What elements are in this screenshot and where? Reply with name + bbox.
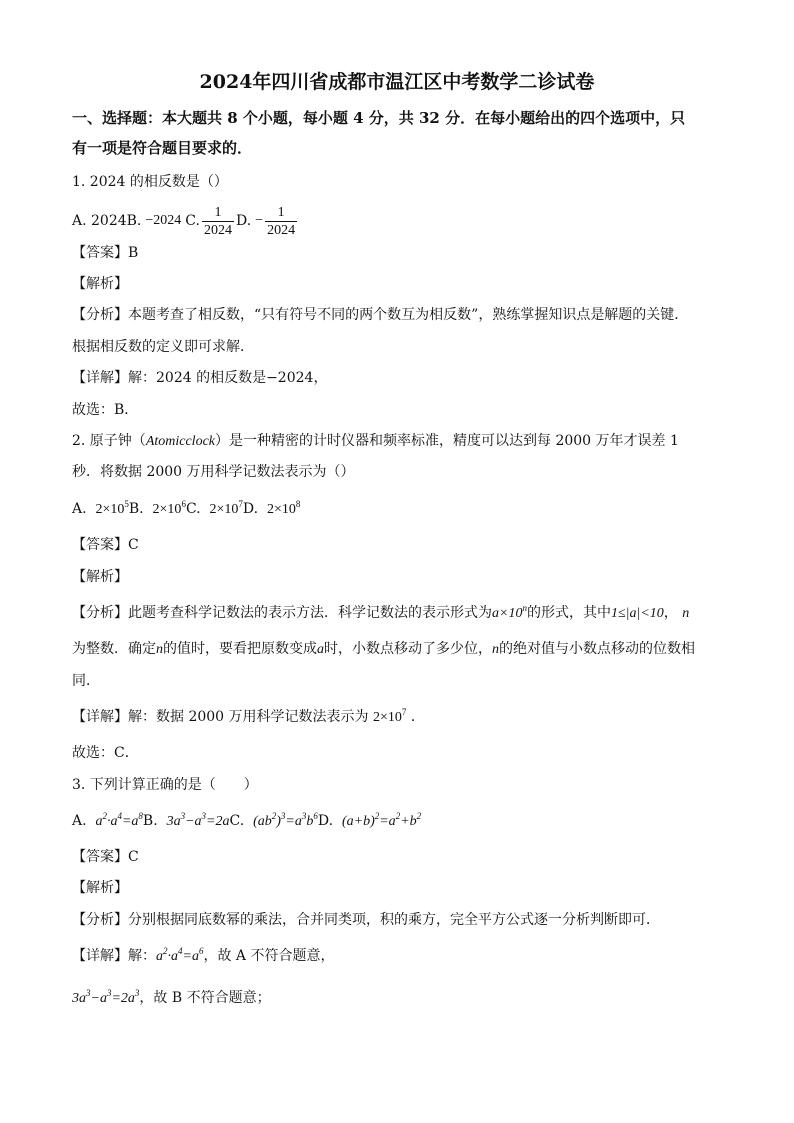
q1-option-a-b: A. 2024B.: [72, 213, 142, 229]
q2-detail: [72, 707, 425, 728]
q1-fenxi-text: 本题考查了相反数，“只有符号不同的两个数互为相反数”，熟练掌握知识点是解题的关键．: [128, 307, 689, 323]
q1-fenxi-line2: 根据相反数的定义即可求解．: [72, 339, 254, 355]
q1-option-d-numerator: 1: [277, 204, 285, 220]
q2-answer-value: C: [128, 537, 139, 553]
math-exp: 2: [374, 811, 380, 821]
section-heading-line1: 一、选择题：本大题共 8 个小题，每小题 4 分，共 32 分．在每小题给出的四个选项中，只: [72, 109, 686, 127]
q2-fenxi-formula-base: a×10: [492, 606, 523, 621]
math-part: −a: [185, 814, 202, 829]
math-exp: 3: [134, 988, 140, 998]
q1-analysis-tag: 【解析】: [72, 276, 128, 292]
math-exp: 2: [416, 811, 422, 821]
math-exp: 6: [313, 811, 318, 821]
q1-options: [72, 201, 299, 241]
q2-option-b-base: 2×10: [152, 502, 182, 517]
q2-option-d-label: D.: [242, 501, 259, 517]
q2-detail-value: [372, 707, 407, 725]
q3-detail-formula: [156, 946, 204, 964]
q1-option-c-numerator: 1: [214, 204, 222, 220]
q3-fenxi: [72, 910, 660, 930]
q2-fenxi-range: 1≤|a|<10: [610, 606, 664, 621]
math-part: =2a: [206, 814, 230, 829]
math-exp: 8: [138, 811, 143, 821]
q2-stem-line2: 秒．将数据 2000 万用科学记数法表示为（）: [72, 464, 355, 480]
math-exp: 4: [117, 811, 122, 821]
q2-fenxi-line1: [72, 603, 689, 624]
math-exp: 3: [280, 811, 286, 821]
q1-option-b-value: −2024: [145, 213, 182, 228]
q3-options: [72, 811, 421, 832]
q2-fenxi-text: 的值时，要看把原数变成: [163, 641, 317, 657]
q2-option-d: [267, 499, 301, 517]
q2-option-a-base: 2×10: [95, 502, 125, 517]
q1-stem: 1. 2024 的相反数是（）: [72, 174, 228, 190]
math-part: 3a: [166, 814, 181, 829]
math-part: (a+b): [341, 814, 375, 829]
q3-stem: 3. 下列计算正确的是（ ）: [72, 777, 258, 793]
math-part: b: [306, 814, 314, 829]
q3-detail-formula: [72, 988, 140, 1006]
detail-tag: 【详解】: [72, 709, 128, 725]
fenxi-tag: 【分析】: [72, 912, 128, 928]
q2-fenxi-formula-exp: n: [522, 603, 527, 613]
q2-fenxi-text: 为整数．确定: [72, 641, 156, 657]
q1-option-c-fraction: [202, 204, 234, 239]
math-exp: 3: [86, 988, 91, 998]
q3-detail-text: 解：: [128, 948, 156, 964]
q3-option-c: [253, 811, 318, 829]
q2-detail-text: 解：数据 2000 万用科学记数法表示为: [128, 709, 369, 725]
q3-option-b: [166, 811, 230, 829]
fenxi-tag: 【分析】: [72, 605, 128, 621]
q1-answer: [72, 243, 138, 263]
q2-fenxi-text: ，: [663, 605, 678, 621]
q2-option-c: [209, 499, 243, 517]
q3-detail-line2: [72, 988, 271, 1009]
q3-option-b-label: B.: [142, 813, 158, 829]
math-exp: 2: [102, 811, 107, 821]
q1-option-d-sign: −: [255, 213, 264, 228]
page-title: 2024年四川省成都市温江区中考数学二诊试卷: [199, 71, 595, 93]
q2-fenxi-text: 的形式，其中: [526, 605, 611, 621]
math-part: a: [95, 814, 103, 829]
q2-fenxi-line2: [72, 639, 695, 660]
q2-fenxi-text: 此题考查科学记数法的表示方法．科学记数法的表示形式为: [128, 605, 492, 621]
detail-tag: 【详解】: [72, 370, 128, 386]
q2-option-b-label: B.: [128, 501, 144, 517]
q2-fenxi-text: 时，小数点移动了多少位，: [324, 641, 492, 657]
q2-stem-line1: [72, 431, 679, 452]
math-exp: 2: [163, 946, 168, 956]
math-part: (ab: [253, 814, 272, 829]
math-exp: 2: [271, 811, 277, 821]
q2-option-d-base: 2×10: [267, 502, 296, 517]
q3-option-c-label: C.: [229, 813, 245, 829]
q3-option-a: [95, 811, 143, 829]
q2-fenxi-var: n: [156, 642, 163, 657]
math-exp: 6: [198, 946, 204, 956]
math-part: +b: [400, 814, 417, 829]
q2-option-a-label: A.: [72, 501, 87, 517]
math-exp: 3: [201, 811, 207, 821]
q2-stem-part: ）是一种精密的计时仪器和频率标准，精度可以达到每 2000 万年才误差 1: [215, 433, 679, 449]
q2-fenxi-text: 的绝对值与小数点移动的位数相: [499, 641, 695, 657]
q2-option-b: [152, 499, 186, 517]
q1-option-d-fraction: [265, 204, 297, 239]
answer-tag: 【答案】: [72, 849, 128, 865]
answer-tag: 【答案】: [72, 245, 128, 261]
q3-analysis-tag: 【解析】: [72, 880, 128, 896]
q3-fenxi-text: 分别根据同底数幂的乘法，合并同类项，积的乘方，完全平方公式逐一分析判断即可．: [128, 912, 660, 928]
q1-detail-text: 解：2024 的相反数是−2024，: [128, 370, 328, 386]
q1-option-d-denominator: 2024: [267, 222, 296, 238]
q2-fenxi-var: n: [492, 642, 499, 657]
q3-option-d: [341, 811, 422, 829]
math-exp: 3: [180, 811, 186, 821]
q3-answer-value: C: [128, 849, 139, 865]
q2-detail-text: ．: [410, 709, 425, 725]
q2-fenxi-formula: [492, 603, 527, 621]
math-part: =a: [379, 814, 396, 829]
q3-option-d-label: D.: [317, 813, 334, 829]
q1-answer-value: B: [128, 245, 139, 261]
math-part: ·a: [167, 949, 178, 964]
q2-option-c-label: C.: [185, 501, 201, 517]
q2-fenxi-line3: 同．: [72, 673, 100, 689]
q3-detail-text: ，故 B 不符合题意；: [139, 990, 271, 1006]
math-exp: 4: [178, 946, 183, 956]
q2-detail-base: 2×10: [372, 710, 402, 725]
q1-option-c-label: C.: [185, 213, 200, 229]
q2-stem-part: 2. 原子钟（: [72, 433, 146, 449]
q1-option-c-denominator: 2024: [203, 222, 232, 238]
q2-choose: 故选：C．: [72, 745, 139, 761]
section-heading-line2: 有一项是符合题目要求的．: [72, 139, 253, 157]
q2-detail-exp: 7: [401, 707, 407, 717]
q2-option-a: [95, 499, 129, 517]
math-part: a: [156, 949, 163, 964]
q1-fenxi-line1: [72, 305, 688, 325]
math-part: ): [276, 814, 281, 829]
math-part: 3a: [72, 991, 86, 1006]
math-exp: 3: [106, 988, 112, 998]
math-part: =a: [285, 814, 302, 829]
q2-analysis-tag: 【解析】: [72, 569, 128, 585]
q3-detail-text: ，故 A 不符合题意，: [203, 948, 335, 964]
q2-answer: [72, 535, 139, 555]
q2-option-d-exp: 8: [295, 499, 301, 509]
answer-tag: 【答案】: [72, 537, 128, 553]
fenxi-tag: 【分析】: [72, 307, 128, 323]
q2-option-c-exp: 7: [238, 499, 243, 509]
math-part: =a: [121, 814, 139, 829]
math-exp: 2: [395, 811, 401, 821]
math-exp: 3: [301, 811, 307, 821]
q3-answer: [72, 847, 139, 867]
q2-fenxi-var: a: [317, 642, 324, 657]
math-part: −a: [90, 991, 107, 1006]
q3-option-a-label: A.: [72, 813, 87, 829]
q1-option-d-label: D.: [235, 213, 252, 229]
q2-option-b-exp: 6: [181, 499, 186, 509]
q3-detail-line1: [72, 946, 334, 967]
math-part: ·a: [106, 814, 118, 829]
q2-options: [72, 499, 300, 520]
q1-choose: 故选：B．: [72, 402, 139, 418]
math-part: =2a: [111, 991, 135, 1006]
q2-option-c-base: 2×10: [209, 502, 239, 517]
q1-detail: [72, 368, 327, 388]
q2-fenxi-var: n: [682, 606, 690, 621]
math-part: =a: [182, 949, 199, 964]
detail-tag: 【详解】: [72, 948, 128, 964]
q2-stem-word: Atomicclock: [145, 434, 215, 449]
q2-option-a-exp: 5: [124, 499, 129, 509]
